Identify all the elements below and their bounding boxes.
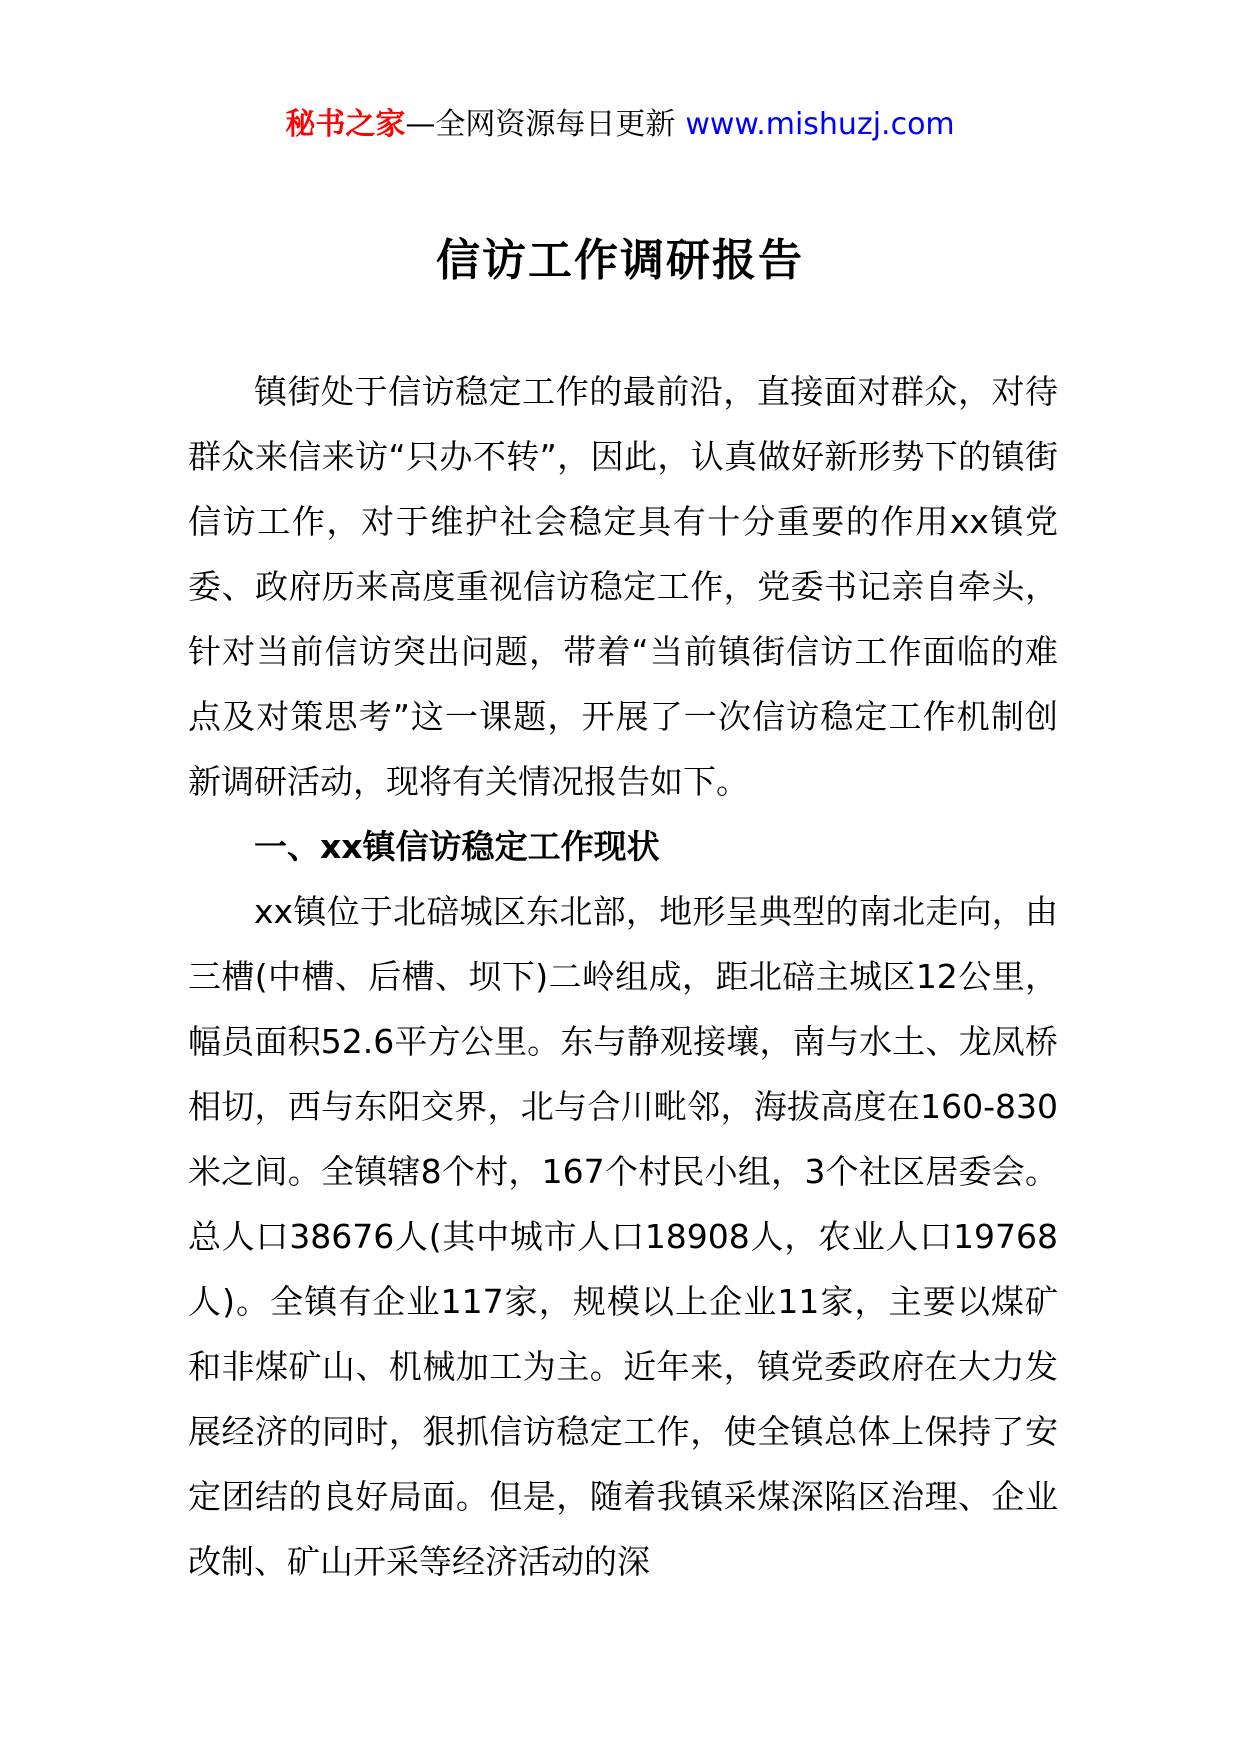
site-tagline: —全网资源每日更新 [405, 107, 676, 142]
paragraph-intro: 镇街处于信访稳定工作的最前沿，直接面对群众，对待群众来信来访“只办不转”，因此，认真做好新形势下的镇街信访工作，对于维护社会稳定具有十分重要的作用xx镇党委、政府历来高度重视信访稳定工作，党委书记亲自牵头，针对当前信访突出问题，带着“当前镇街信访工作面临的难点及对策思考”这一课题，开展了一次信访稳定工作机制创新调研活动，现将有关情况报告如下。 [188, 372, 1058, 801]
document-title: 信访工作调研报告 [436, 235, 804, 286]
document-body [188, 359, 1058, 1594]
site-brand: 秘书之家 [285, 107, 406, 142]
site-header [0, 100, 1240, 150]
paragraph-status: xx镇位于北碚城区东北部，地形呈典型的南北走向，由三槽(中槽、后槽、坝下)二岭组成，距北碚主城区12公里，幅员面积52.6平方公里。东与静观接壤，南与水土、龙凤桥相切，西与东阳交界，北与合川毗邻，海拔高度在160-830米之间。全镇辖8个村，167个村民小组，3个社区居委会。总人口38676人(其中城市人口18908人，农业人口19768人)。全镇有企业117家，规模以上企业11家，主要以煤矿和非煤矿山、机械加工为主。近年来，镇党委政府在大力发展经济的同时，狠抓信访稳定工作，使全镇总体上保持了安定团结的良好局面。但是，随着我镇采煤深陷区治理、企业改制、矿山开采等经济活动的深 [188, 892, 1058, 1581]
section-heading: 一、xx镇信访稳定工作现状 [254, 827, 660, 866]
site-url-link[interactable]: www.mishuzj.com [685, 107, 955, 142]
